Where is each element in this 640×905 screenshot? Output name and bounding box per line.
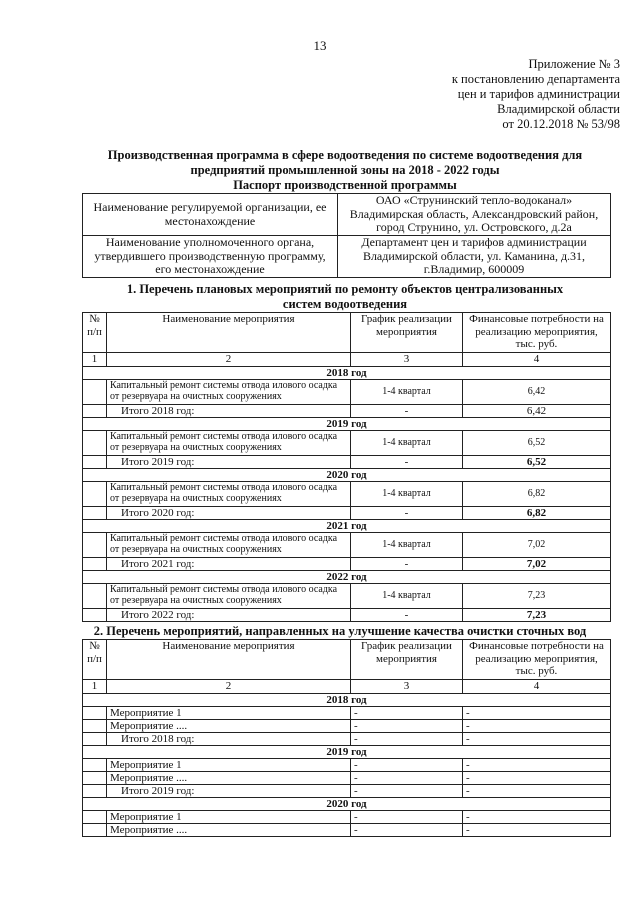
year-label: 2022 год	[83, 570, 611, 583]
total-value: 6,82	[463, 506, 611, 519]
item-name: Капитальный ремонт системы отвода илового осадка от резервуара на очистных сооружениях	[107, 379, 351, 404]
table-row	[83, 430, 611, 455]
col-number: 4	[463, 680, 611, 694]
item-name: Капитальный ремонт системы отвода илового осадка от резервуара на очистных сооружениях	[107, 532, 351, 557]
item-name: Мероприятие ....	[107, 771, 351, 784]
total-row	[83, 557, 611, 570]
item-value: -	[463, 771, 611, 784]
table-row	[83, 810, 611, 823]
year-row	[83, 366, 611, 379]
table-header-row	[83, 313, 611, 353]
item-value: 7,23	[463, 583, 611, 608]
table-header-row	[83, 640, 611, 680]
item-schedule: -	[351, 758, 463, 771]
year-label: 2018 год	[83, 366, 611, 379]
appendix-line: цен и тарифов администрации	[457, 87, 620, 101]
col-number: 1	[83, 353, 107, 367]
program-title-line1: Производственная программа в сфере водоотведения по системе водоотведения для	[107, 148, 583, 162]
table-row	[83, 481, 611, 506]
total-schedule: -	[351, 784, 463, 797]
year-row	[83, 468, 611, 481]
appendix-line: к постановлению департамента	[451, 72, 620, 86]
item-name: Мероприятие 1	[107, 810, 351, 823]
item-schedule: 1-4 квартал	[351, 532, 463, 557]
total-row	[83, 608, 611, 621]
total-schedule: -	[351, 608, 463, 621]
item-name: Мероприятие ....	[107, 719, 351, 732]
item-name: Мероприятие 1	[107, 706, 351, 719]
section1-title-line2: систем водоотведения	[282, 297, 408, 311]
year-row	[83, 745, 611, 758]
passport-value: Департамент цен и тарифов администрации Владимирской области, ул. Каманина, д.31, г.Владимир, 600009	[338, 236, 611, 278]
total-value: -	[463, 732, 611, 745]
total-value: 6,52	[463, 455, 611, 468]
appendix-line: Приложение № 3	[528, 57, 620, 71]
col-number: 1	[83, 680, 107, 694]
year-row	[83, 570, 611, 583]
total-value: 7,23	[463, 608, 611, 621]
item-schedule: -	[351, 719, 463, 732]
year-label: 2021 год	[83, 519, 611, 532]
total-value: 7,02	[463, 557, 611, 570]
item-name: Мероприятие 1	[107, 758, 351, 771]
passport-row	[83, 236, 611, 278]
total-row	[83, 455, 611, 468]
header-finance: Финансовые потребности на реализацию мероприятия, тыс. руб.	[463, 640, 611, 680]
year-label: 2018 год	[83, 693, 611, 706]
section1-table	[82, 312, 611, 622]
page-number: 13	[313, 38, 327, 53]
total-row	[83, 506, 611, 519]
table-row	[83, 379, 611, 404]
passport-row	[83, 194, 611, 236]
section1-title-line1: 1. Перечень плановых мероприятий по ремонту объектов централизованных	[126, 282, 564, 296]
passport-value: ОАО «Струнинский тепло-водоканал» Владимирская область, Александровский район, город Струнино, ул. Островского, д.2а	[338, 194, 611, 236]
header-finance: Финансовые потребности на реализацию мероприятия, тыс. руб.	[463, 313, 611, 353]
year-row	[83, 417, 611, 430]
item-value: -	[463, 706, 611, 719]
item-schedule: -	[351, 823, 463, 836]
total-schedule: -	[351, 404, 463, 417]
total-schedule: -	[351, 732, 463, 745]
header-name: Наименование мероприятия	[107, 640, 351, 680]
year-label: 2020 год	[83, 797, 611, 810]
year-row	[83, 519, 611, 532]
table-row	[83, 719, 611, 732]
total-label: Итого 2019 год:	[107, 784, 351, 797]
table-row	[83, 823, 611, 836]
item-schedule: -	[351, 706, 463, 719]
total-label: Итого 2018 год:	[107, 404, 351, 417]
item-schedule: 1-4 квартал	[351, 583, 463, 608]
appendix-line: Владимирской области	[497, 102, 620, 116]
section2-title: 2. Перечень мероприятий, направленных на улучшение качества очистки сточных вод	[93, 624, 587, 638]
passport-label: Наименование регулируемой организации, ее местонахождение	[83, 194, 338, 236]
total-value: 6,42	[463, 404, 611, 417]
item-schedule: 1-4 квартал	[351, 481, 463, 506]
program-title-line2: предприятий промышленной зоны на 2018 - 2022 годы	[190, 163, 500, 177]
table-row	[83, 771, 611, 784]
total-schedule: -	[351, 557, 463, 570]
item-name: Мероприятие ....	[107, 823, 351, 836]
item-value: 6,82	[463, 481, 611, 506]
table-row	[83, 758, 611, 771]
total-row	[83, 404, 611, 417]
year-row	[83, 693, 611, 706]
total-row	[83, 784, 611, 797]
header-num: № п/п	[83, 313, 107, 353]
column-number-row	[83, 680, 611, 694]
header-name: Наименование мероприятия	[107, 313, 351, 353]
col-number: 3	[351, 353, 463, 367]
year-label: 2019 год	[83, 417, 611, 430]
item-value: -	[463, 810, 611, 823]
item-value: 7,02	[463, 532, 611, 557]
total-schedule: -	[351, 506, 463, 519]
item-name: Капитальный ремонт системы отвода илового осадка от резервуара на очистных сооружениях	[107, 481, 351, 506]
item-value: -	[463, 758, 611, 771]
header-schedule: График реализации мероприятия	[351, 313, 463, 353]
total-schedule: -	[351, 455, 463, 468]
column-number-row	[83, 353, 611, 367]
item-schedule: 1-4 квартал	[351, 430, 463, 455]
year-label: 2019 год	[83, 745, 611, 758]
passport-title: Паспорт производственной программы	[233, 178, 457, 192]
total-label: Итого 2021 год:	[107, 557, 351, 570]
col-number: 4	[463, 353, 611, 367]
item-value: 6,52	[463, 430, 611, 455]
passport-table	[82, 193, 611, 278]
col-number: 3	[351, 680, 463, 694]
item-name: Капитальный ремонт системы отвода илового осадка от резервуара на очистных сооружениях	[107, 430, 351, 455]
item-value: -	[463, 823, 611, 836]
item-schedule: -	[351, 810, 463, 823]
item-value: -	[463, 719, 611, 732]
total-value: -	[463, 784, 611, 797]
year-label: 2020 год	[83, 468, 611, 481]
total-label: Итого 2022 год:	[107, 608, 351, 621]
col-number: 2	[107, 353, 351, 367]
col-number: 2	[107, 680, 351, 694]
item-name: Капитальный ремонт системы отвода илового осадка от резервуара на очистных сооружениях	[107, 583, 351, 608]
year-row	[83, 797, 611, 810]
item-schedule: 1-4 квартал	[351, 379, 463, 404]
total-label: Итого 2019 год:	[107, 455, 351, 468]
item-value: 6,42	[463, 379, 611, 404]
total-row	[83, 732, 611, 745]
header-num: № п/п	[83, 640, 107, 680]
table-row	[83, 532, 611, 557]
section2-table	[82, 639, 611, 837]
total-label: Итого 2018 год:	[107, 732, 351, 745]
appendix-date-line: от 20.12.2018 № 53/98	[502, 117, 620, 131]
table-row	[83, 583, 611, 608]
appendix-header	[420, 57, 620, 132]
total-label: Итого 2020 год:	[107, 506, 351, 519]
item-schedule: -	[351, 771, 463, 784]
passport-label: Наименование уполномоченного органа, утвердившего производственную программу, его местонахождение	[83, 236, 338, 278]
table-row	[83, 706, 611, 719]
header-schedule: График реализации мероприятия	[351, 640, 463, 680]
